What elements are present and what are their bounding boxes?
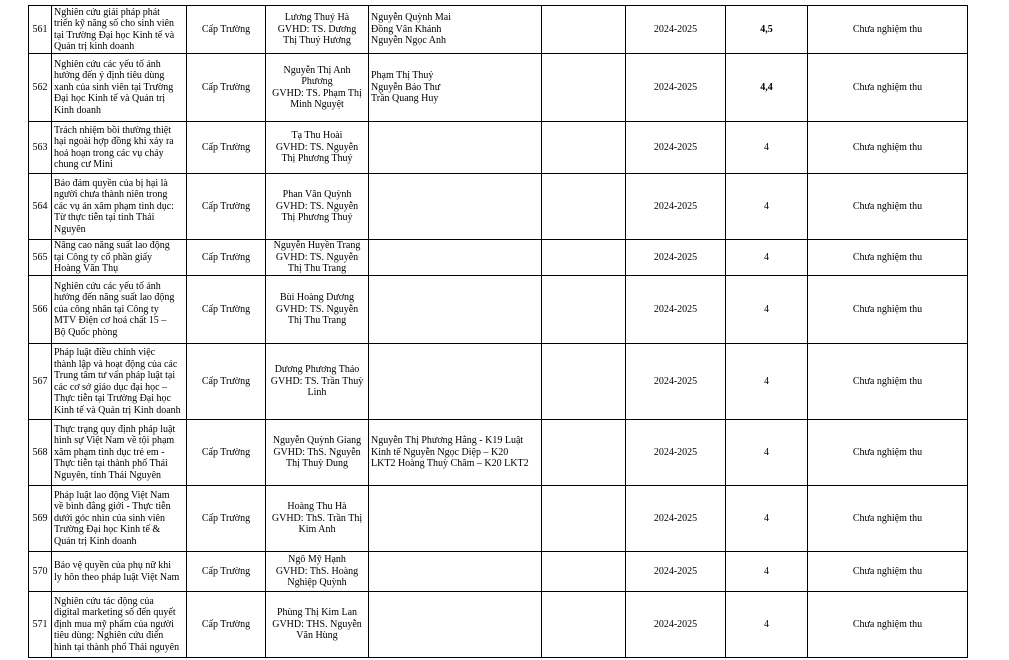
member-list-line: Đồng Vân Khánh: [371, 23, 442, 35]
row-number: 563: [29, 122, 52, 174]
topic-title: [52, 276, 187, 344]
member-list: [369, 6, 542, 54]
school-year: 2024-2025: [626, 6, 726, 54]
topic-title-line: Pháp luật điều chỉnh việc: [54, 347, 156, 358]
topic-level: Cấp Trường: [187, 420, 266, 486]
topic-level: Cấp Trường: [187, 344, 266, 420]
lead-author-line: Kim Anh: [298, 524, 336, 536]
topic-title-line: hình tại thành phố Thái nguyên: [54, 641, 180, 653]
topic-title: [52, 6, 187, 54]
topic-title-line: về bình đẳng giới - Thực tiễn: [54, 501, 171, 513]
topic-title-line: hình sự Việt Nam về tội phạm: [54, 435, 175, 447]
member-list-line: Nguyễn Thị Phương Hằng - K19 Luật: [371, 435, 524, 447]
topic-title-line: Quản trị Kinh doanh: [54, 535, 137, 547]
lead-author-line: Linh: [307, 387, 327, 399]
evaluation-score: 4,5: [726, 6, 808, 54]
table-body: [29, 6, 968, 658]
research-topics-table: [28, 5, 968, 658]
lead-author-line: GVHD: THS. Nguyễn: [272, 618, 362, 630]
school-year: 2024-2025: [626, 486, 726, 552]
school-year: 2024-2025: [626, 420, 726, 486]
topic-title-line: Bảo đảm quyền của bị hại là: [54, 177, 168, 189]
topic-title-line: hoả hoạn trong các vụ cháy: [54, 147, 164, 159]
topic-level: Cấp Trường: [187, 276, 266, 344]
table-row: [29, 122, 968, 174]
lead-author-line: GVHD: TS. Nguyễn: [275, 251, 359, 263]
topic-level: Cấp Trường: [187, 592, 266, 658]
acceptance-status: Chưa nghiệm thu: [808, 240, 968, 276]
member-list-line: Nguyễn Ngọc Anh: [371, 35, 446, 47]
topic-title: [52, 122, 187, 174]
evaluation-score: 4: [726, 486, 808, 552]
topic-title-line: tại Công ty cổ phần giấy: [54, 251, 153, 263]
acceptance-status: Chưa nghiệm thu: [808, 592, 968, 658]
member-list: [369, 54, 542, 122]
lead-author-line: Nguyễn Quỳnh Giang: [272, 435, 362, 447]
empty-cell: [542, 6, 626, 54]
topic-title-line: ly hôn theo pháp luật Việt Nam: [54, 571, 180, 583]
topic-title-line: Nâng cao năng suất lao động: [54, 240, 170, 252]
lead-author: [266, 6, 369, 54]
topic-title-line: Từ thực tiễn tại tỉnh Thái: [54, 212, 155, 224]
topic-title-line: Trách nhiệm bồi thường thiệt: [54, 124, 171, 136]
lead-author-line: GVHD: TS. Dương: [277, 23, 357, 35]
member-list: [369, 552, 542, 592]
member-list: [369, 420, 542, 486]
acceptance-status: Chưa nghiệm thu: [808, 276, 968, 344]
topic-title: [52, 552, 187, 592]
lead-author-line: Thị Phương Thuý: [281, 212, 353, 224]
topic-title-line: Nghiên cứu các yếu tố ảnh: [54, 58, 161, 70]
topic-title-line: Đại học Kinh tế và Quản trị: [54, 93, 166, 105]
lead-author: [266, 54, 369, 122]
lead-author-line: Thị Phương Thuý: [281, 153, 353, 165]
lead-author-line: Thị Thu Trang: [287, 315, 347, 327]
topic-title-line: Kinh doanh: [54, 104, 101, 116]
table-row: [29, 486, 968, 552]
lead-author-line: Thị Thuý Hương: [283, 35, 351, 47]
topic-title-line: Nguyên, tỉnh Thái Nguyên: [54, 469, 162, 481]
topic-title-line: Bộ Quốc phòng: [54, 326, 118, 338]
evaluation-score: 4,4: [726, 54, 808, 122]
school-year: 2024-2025: [626, 240, 726, 276]
lead-author-line: Phan Vân Quỳnh: [282, 189, 352, 201]
school-year: 2024-2025: [626, 174, 726, 240]
acceptance-status: Chưa nghiệm thu: [808, 6, 968, 54]
lead-author-line: GVHD: TS. Nguyễn: [275, 141, 359, 153]
acceptance-status: Chưa nghiệm thu: [808, 344, 968, 420]
topic-title-line: Nghiên cứu tác động của: [54, 595, 154, 607]
lead-author-line: GVHD: TS. Nguyễn: [275, 200, 359, 212]
lead-author-line: Hoàng Thu Hà: [287, 501, 347, 513]
empty-cell: [542, 592, 626, 658]
row-number: 569: [29, 486, 52, 552]
lead-author: [266, 276, 369, 344]
evaluation-score: 4: [726, 552, 808, 592]
topic-title-line: xanh của sinh viên tại Trường: [54, 81, 174, 93]
acceptance-status: Chưa nghiệm thu: [808, 486, 968, 552]
row-number: 567: [29, 344, 52, 420]
table-row: [29, 54, 968, 122]
topic-title-line: thành lập và hoạt động của các: [54, 358, 178, 370]
lead-author: [266, 240, 369, 276]
member-list: [369, 240, 542, 276]
topic-title-line: xâm phạm tình dục trẻ em -: [54, 446, 165, 458]
lead-author-line: GVHD: ThS. Trần Thị: [271, 512, 363, 524]
topic-title: [52, 420, 187, 486]
member-list-line: Kinh tế Nguyễn Ngọc Diệp – K20: [371, 446, 509, 458]
lead-author-line: Bùi Hoàng Dương: [279, 292, 355, 304]
lead-author: [266, 486, 369, 552]
acceptance-status: Chưa nghiệm thu: [808, 122, 968, 174]
empty-cell: [542, 54, 626, 122]
topic-title-line: digital marketing số đến quyết: [54, 607, 176, 619]
row-number: 565: [29, 240, 52, 276]
member-list-line: Trần Quang Huy: [371, 93, 439, 105]
topic-title-line: triển kỹ năng số cho sinh viên: [54, 18, 174, 29]
evaluation-score: 4: [726, 592, 808, 658]
lead-author: [266, 344, 369, 420]
topic-title-line: hưởng đến năng suất lao động: [54, 292, 175, 304]
lead-author-line: Ngô Mỹ Hạnh: [288, 554, 346, 566]
lead-author-line: GVHD: ThS. Nguyễn: [273, 446, 361, 458]
school-year: 2024-2025: [626, 276, 726, 344]
school-year: 2024-2025: [626, 122, 726, 174]
topic-level: Cấp Trường: [187, 486, 266, 552]
acceptance-status: Chưa nghiệm thu: [808, 174, 968, 240]
row-number: 570: [29, 552, 52, 592]
school-year: 2024-2025: [626, 552, 726, 592]
lead-author-line: Thị Thuỳ Dung: [285, 458, 349, 470]
topic-title-line: Hoàng Văn Thụ: [54, 263, 119, 275]
member-list-line: Phạm Thị Thuỷ: [371, 70, 434, 82]
lead-author-line: Nguyễn Huyền Trang: [273, 240, 361, 252]
lead-author-line: Nghiệp Quỳnh: [287, 577, 347, 589]
lead-author-line: Lương Thuý Hà: [284, 12, 350, 24]
lead-author-line: Minh Nguyệt: [290, 99, 344, 110]
topic-title-line: các cơ sở giáo dục đại học –: [54, 381, 168, 393]
evaluation-score: 4: [726, 174, 808, 240]
topic-title-line: Nghiên cứu các yếu tố ảnh: [54, 280, 161, 292]
school-year: 2024-2025: [626, 344, 726, 420]
topic-title-line: Nguyên: [54, 223, 86, 235]
topic-title-line: MTV Điện cơ hoá chất 15 –: [54, 315, 167, 327]
topic-level: Cấp Trường: [187, 552, 266, 592]
member-list-line: Nguyễn Quỳnh Mai: [371, 12, 451, 24]
topic-level: Cấp Trường: [187, 54, 266, 122]
table-row: [29, 420, 968, 486]
row-number: 568: [29, 420, 52, 486]
table-row: [29, 592, 968, 658]
table-row: [29, 552, 968, 592]
evaluation-score: 4: [726, 420, 808, 486]
table-row: [29, 6, 968, 54]
lead-author: [266, 552, 369, 592]
topic-title: [52, 344, 187, 420]
table-row: [29, 240, 968, 276]
lead-author-line: GVHD: ThS. Hoàng: [275, 565, 359, 577]
lead-author-line: GVHD: TS. Phạm Thị: [272, 87, 362, 99]
lead-author-line: Phương: [301, 76, 333, 87]
topic-title-line: Kinh tế và Quản trị Kinh doanh: [54, 404, 181, 416]
acceptance-status: Chưa nghiệm thu: [808, 552, 968, 592]
topic-title-line: người chưa thành niên trong: [54, 189, 168, 201]
topic-title-line: định mua mỹ phẩm của người: [54, 618, 174, 630]
member-list: [369, 276, 542, 344]
member-list: [369, 344, 542, 420]
lead-author-line: Tạ Thu Hoài: [291, 130, 343, 142]
lead-author: [266, 174, 369, 240]
lead-author: [266, 122, 369, 174]
lead-author-line: GVHD: TS. Nguyễn: [275, 303, 359, 315]
empty-cell: [542, 276, 626, 344]
topic-title-line: hưởng đến ý định tiêu dùng: [54, 70, 165, 82]
lead-author-line: Thị Thu Trang: [287, 263, 347, 275]
lead-author-line: Văn Hùng: [296, 630, 338, 642]
topic-title-line: Bảo vệ quyền của phụ nữ khi: [54, 560, 172, 571]
row-number: 571: [29, 592, 52, 658]
empty-cell: [542, 486, 626, 552]
table-row: [29, 174, 968, 240]
topic-title-line: Thực trạng quy định pháp luật: [54, 423, 176, 435]
row-number: 562: [29, 54, 52, 122]
lead-author: [266, 592, 369, 658]
topic-title: [52, 174, 187, 240]
topic-level: Cấp Trường: [187, 240, 266, 276]
topic-title: [52, 486, 187, 552]
evaluation-score: 4: [726, 122, 808, 174]
topic-title: [52, 240, 187, 276]
empty-cell: [542, 420, 626, 486]
empty-cell: [542, 240, 626, 276]
evaluation-score: 4: [726, 240, 808, 276]
table-row: [29, 276, 968, 344]
empty-cell: [542, 174, 626, 240]
empty-cell: [542, 552, 626, 592]
lead-author-line: Nguyễn Thị Anh: [283, 64, 351, 76]
topic-title-line: Thực tiễn tại thành phố Thái: [54, 458, 168, 470]
evaluation-score: 4: [726, 344, 808, 420]
topic-title-line: chung cư Mini: [54, 159, 113, 170]
empty-cell: [542, 122, 626, 174]
topic-level: Cấp Trường: [187, 174, 266, 240]
acceptance-status: Chưa nghiệm thu: [808, 420, 968, 486]
topic-title-line: tại Trường Đại học Kinh tế và: [54, 29, 175, 41]
school-year: 2024-2025: [626, 54, 726, 122]
topic-title-line: Quản trị kinh doanh: [54, 41, 135, 52]
member-list-line: Nguyễn Bảo Thư: [371, 81, 441, 93]
lead-author-line: GVHD: TS. Trần Thuỳ: [270, 375, 364, 387]
member-list: [369, 122, 542, 174]
evaluation-score: 4: [726, 276, 808, 344]
row-number: 566: [29, 276, 52, 344]
row-number: 564: [29, 174, 52, 240]
topic-level: Cấp Trường: [187, 122, 266, 174]
member-list: [369, 592, 542, 658]
school-year: 2024-2025: [626, 592, 726, 658]
topic-title-line: Thực tiễn tại Trường Đại học: [54, 393, 171, 404]
member-list-line: LKT2 Hoàng Thuỳ Châm – K20 LKT2: [371, 458, 529, 470]
table-row: [29, 344, 968, 420]
topic-title-line: Pháp luật lao động Việt Nam: [54, 489, 170, 501]
topic-title-line: hại ngoài hợp đồng khi xảy ra: [54, 136, 174, 147]
topic-title-line: Trường Đại học Kinh tế &: [54, 524, 161, 536]
topic-title-line: các vụ án xâm phạm tình dục:: [54, 200, 174, 212]
topic-title: [52, 54, 187, 122]
topic-title-line: Nghiên cứu giải pháp phát: [54, 6, 160, 18]
topic-title-line: tiêu dùng: Nghiên cứu điển: [54, 630, 164, 642]
topic-level: Cấp Trường: [187, 6, 266, 54]
row-number: 561: [29, 6, 52, 54]
member-list: [369, 486, 542, 552]
empty-cell: [542, 344, 626, 420]
lead-author-line: Phùng Thị Kim Lan: [276, 607, 358, 619]
acceptance-status: Chưa nghiệm thu: [808, 54, 968, 122]
lead-author: [266, 420, 369, 486]
topic-title: [52, 592, 187, 658]
topic-title-line: Trung tâm tư vấn pháp luật tại: [54, 370, 176, 381]
topic-title-line: dưới góc nhìn của sinh viên: [54, 512, 165, 524]
lead-author-line: Dương Phương Thảo: [274, 364, 360, 376]
member-list: [369, 174, 542, 240]
topic-title-line: của công nhân tại Công ty: [54, 303, 159, 315]
